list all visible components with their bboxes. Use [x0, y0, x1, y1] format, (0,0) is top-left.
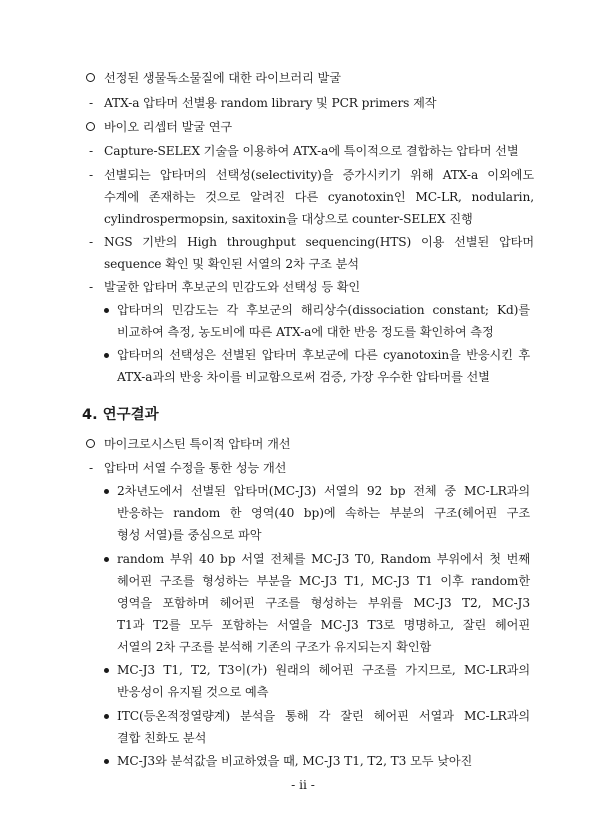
dash-bullet-icon: -	[89, 168, 94, 182]
dot-bullet-icon	[104, 668, 109, 673]
text-line: cylindrospermopsin, saxitoxin을 대상으로 counter-SELEX 진행	[104, 212, 473, 226]
text-line: ATX-a 압타머 선별용 random library 및 PCR primers 제작	[104, 96, 437, 110]
dot-bullet-icon	[104, 353, 109, 358]
text-line: ITC(등온적정열량계) 분석을 통해 각 잘린 헤어핀 서열과 MC-LR과의	[117, 709, 530, 723]
dash-bullet-icon: -	[89, 235, 94, 249]
text-line: 2차년도에서 선별된 압타머(MC-J3) 서열의 92 bp 전체 중 MC-LR과의	[117, 484, 530, 498]
text-line: 압타머의 선택성은 선별된 압타머 후보군에 다른 cyanotoxin을 반응시킨 후	[117, 348, 530, 362]
circle-bullet-icon	[86, 73, 95, 82]
text-line: 압타머의 민감도는 각 후보군의 해리상수(dissociation constant; Kd)를	[117, 303, 530, 317]
text-line: 결합 친화도 분석	[117, 731, 207, 745]
text-line: 헤어핀 구조를 형성하는 부분을 MC-J3 T1, MC-J3 T1 이후 random한	[117, 574, 530, 588]
page-number: - ii -	[291, 778, 315, 792]
text-line: 바이오 리셉터 발굴 연구	[104, 120, 233, 134]
text-line: sequence 확인 및 확인된 서열의 2차 구조 분석	[104, 257, 359, 271]
text-line: 마이크로시스틴 특이적 압타머 개선	[104, 437, 291, 451]
section-heading: 4. 연구결과	[82, 407, 159, 423]
text-line: 선별되는 압타머의 선택성(selectivity)을 증가시키기 위해 ATX-a 이외에도	[104, 168, 534, 182]
dash-bullet-icon: -	[89, 461, 94, 475]
text-line: Capture-SELEX 기술을 이용하여 ATX-a에 특이적으로 결합하는 압타머 선별	[104, 144, 519, 158]
dot-bullet-icon	[104, 557, 109, 562]
text-line: T1과 T2를 모두 포함하는 서열을 MC-J3 T3로 명명하고, 잘린 헤어핀	[117, 618, 530, 632]
dot-bullet-icon	[104, 308, 109, 313]
text-line: 영역을 포함하며 헤어핀 구조를 형성하는 부위를 MC-J3 T2, MC-J3	[117, 596, 530, 610]
circle-bullet-icon	[86, 439, 95, 448]
dash-bullet-icon: -	[89, 96, 94, 110]
text-line: 반응성이 유지될 것으로 예측	[117, 685, 269, 699]
dot-bullet-icon	[104, 489, 109, 494]
text-line: 형성 서열)를 중심으로 파악	[117, 528, 262, 542]
dash-bullet-icon: -	[89, 144, 94, 158]
text-line: 수계에 존재하는 것으로 알려진 다른 cyanotoxin인 MC-LR, nodularin,	[104, 190, 534, 204]
circle-bullet-icon	[86, 122, 95, 131]
text-line: MC-J3와 분석값을 비교하였을 때, MC-J3 T1, T2, T3 모두 낮아진	[117, 754, 473, 768]
text-line: 서열의 2차 구조를 분석해 기존의 구조가 유지되는지 확인함	[117, 640, 432, 654]
text-line: 선정된 생물독소물질에 대한 라이브러리 발굴	[104, 71, 341, 85]
text-line: 압타머 서열 수정을 통한 성능 개선	[104, 461, 287, 475]
text-line: NGS 기반의 High throughput sequencing(HTS) 이용 선별된 압타머	[104, 235, 534, 249]
text-line: random 부위 40 bp 서열 전체를 MC-J3 T0, Random 부위에서 첫 번째	[117, 552, 530, 566]
dot-bullet-icon	[104, 759, 109, 764]
dash-bullet-icon: -	[89, 280, 94, 294]
text-line: 비교하여 측정, 농도비에 따른 ATX-a에 대한 반응 정도를 확인하여 측정	[117, 325, 494, 339]
text-line: ATX-a과의 반응 차이를 비교함으로써 검증, 가장 우수한 압타머를 선별	[117, 370, 490, 384]
text-line: 반응하는 random 한 영역(40 bp)에 속하는 부분의 구조(헤어핀 구조	[117, 506, 530, 520]
dot-bullet-icon	[104, 714, 109, 719]
text-line: MC-J3 T1, T2, T3이(가) 원래의 헤어핀 구조를 가지므로, MC-LR과의	[117, 663, 530, 677]
text-line: 발굴한 압타머 후보군의 민감도와 선택성 등 확인	[104, 280, 361, 294]
